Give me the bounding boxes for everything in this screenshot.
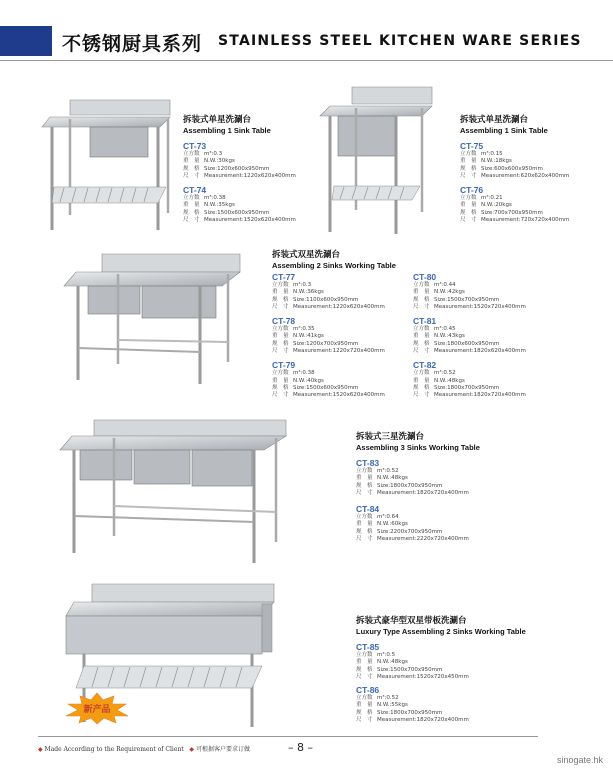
spec-size: Size:1100x600x950mm [293,296,359,303]
spec-item: CT-79 立方数 m³:0.38 重 量 N.W.:40kgs 规 格 Size:1500x600x950mm 尺 寸 Measurement:1520x620x400mm [272,360,385,399]
spec-measurement: Measurement:2220x720x400mm [377,536,469,543]
spec-size: Size:1500x600x950mm [293,384,359,391]
spec-item: CT-83 立方数 m³:0.52 重 量 N.W.:48kgs 规 格 Size:1800x700x950mm 尺 寸 Measurement:1820x720x400mm [356,458,480,497]
spec-weight: N.W.:48kgs [377,475,408,482]
diamond-icon: ◆ [38,746,43,753]
product-title-cn: 拆装式双星洗涮台 [272,250,341,260]
product-image-1-sink-large [40,95,180,235]
spec-measurement: Measurement:1520x720x450mm [377,673,469,680]
spec-measurement: Measurement:620x620x400mm [481,172,570,179]
product-code: CT-77 [272,272,296,282]
product-code: CT-80 [413,272,437,282]
spec-weight: N.W.:43kgs [434,333,465,340]
spec-weight: N.W.:20kgs [481,202,512,209]
footer-made-according-cn: 可根据客户要求订做 [195,746,250,753]
spec-volume: m³:0.52 [434,370,456,377]
product-code: CT-79 [272,360,296,371]
spec-weight: N.W.:18kgs [481,158,512,165]
product-title-cn: 拆装式豪华型双星带板洗涮台 [356,616,467,626]
spec-weight: N.W.:41kgs [293,333,324,340]
spec-volume: m³:0.3 [204,151,223,157]
spec-size: Size:2200x700x950mm [377,528,443,535]
spec-item: CT-76 立方数 m³:0.21 重 量 N.W.:20kgs 规 格 Size:700x700x950mm 尺 寸 Measurement:720x720x400mm [460,185,570,224]
spec-item: CT-81 立方数 m³:0.45 重 量 N.W.:43kgs 规 格 Size:1800x600x950mm 尺 寸 Measurement:1820x620x400mm [413,316,526,355]
spec-volume: m³:0.3 [293,282,312,288]
spec-measurement: Measurement:1820x720x400mm [377,489,469,496]
spec-item: CT-74 立方数 m³:0.38 重 量 N.W.:35kgs 规 格 Size:1500x600x950mm 尺 寸 Measurement:1520x620x400mm [183,185,296,224]
page-header [0,0,613,62]
spec-item: CT-77 立方数 m³:0.3 重 量 N.W.:36kgs 规 格 Size:1100x600x950mm 尺 寸 Measurement:1220x620x400mm [272,272,385,310]
product-image-1-sink-small [312,82,442,237]
spec-weight: N.W.:42kgs [434,289,465,296]
spec-measurement: Measurement:1820x620x400mm [434,348,526,355]
spec-item: CT-73 立方数 m³:0.3 重 量 N.W.:30kgs 规 格 Size:1200x600x950mm 尺 寸 Measurement:1220x620x400mm [183,141,296,179]
spec-volume: m³:0.52 [377,695,399,702]
spec-size: Size:1800x700x950mm [377,709,443,716]
spec-volume: m³:0.38 [293,370,315,377]
product-block-1 [183,115,296,224]
spec-volume: m³:0.15 [481,151,503,157]
product-title-en: Assembling 2 Sinks Working Table [272,261,396,270]
product-code: CT-73 [183,141,207,151]
product-title-cn: 拆装式单星洗涮台 [460,115,529,125]
spec-item: CT-78 立方数 m³:0.35 重 量 N.W.:41kgs 规 格 Size:1200x700x950mm 尺 寸 Measurement:1220x720x400mm [272,316,385,355]
new-product-badge-text: 新产品 [83,705,111,715]
spec-size: Size:1500x600x950mm [204,209,270,216]
spec-size: Size:1500x700x950mm [434,296,500,303]
spec-size: Size:1800x700x950mm [377,482,443,489]
product-title-en: Luxury Type Assembling 2 Sinks Working Table [356,627,526,636]
spec-measurement: Measurement:1820x720x400mm [377,717,469,724]
spec-volume: m³:0.44 [434,282,456,288]
watermark: sinogate.hk [557,755,604,765]
diamond-icon: ◆ [189,746,195,753]
spec-measurement: Measurement:720x720x400mm [481,217,570,224]
new-product-badge [62,692,132,724]
spec-weight: N.W.:36kgs [293,289,324,296]
header-accent-bar [0,26,52,56]
spec-column-right [413,268,526,400]
spec-measurement: Measurement:1820x720x400mm [434,392,526,399]
spec-item: CT-86 立方数 m³:0.52 重 量 N.W.:55kgs 规 格 Size:1800x700x950mm 尺 寸 Measurement:1820x720x400mm [356,685,526,724]
product-code: CT-81 [413,316,437,327]
product-code: CT-84 [356,504,380,515]
spec-measurement: Measurement:1220x620x400mm [293,303,385,310]
spec-measurement: Measurement:1520x620x400mm [204,217,296,224]
spec-weight: N.W.:60kgs [377,521,408,528]
header-title-cn: 不锈钢厨具系列 [62,33,203,55]
spec-measurement: Measurement:1520x620x400mm [293,392,385,399]
spec-measurement: Measurement:1220x720x400mm [293,348,385,355]
spec-measurement: Measurement:1520x720x400mm [434,303,526,310]
spec-volume: m³:0.35 [293,326,315,333]
product-title-en: Assembling 3 Sinks Working Table [356,443,480,452]
product-title-cn: 拆装式三星洗涮台 [356,432,425,442]
footer-note [38,744,250,753]
product-image-3-sinks [58,418,288,568]
product-block-5 [356,616,526,724]
product-block-3 [272,250,572,400]
spec-item: CT-75 立方数 m³:0.15 重 量 N.W.:18kgs 规 格 Size:600x600x950mm 尺 寸 Measurement:620x620x400mm [460,141,570,179]
product-code: CT-74 [183,185,207,196]
spec-size: Size:1800x700x950mm [434,384,500,391]
spec-item: CT-85 立方数 m³:0.5 重 量 N.W.:48kgs 规 格 Size:1500x700x950mm 尺 寸 Measurement:1520x720x450mm [356,642,526,681]
product-code: CT-76 [460,185,484,196]
spec-size: Size:1200x700x950mm [293,340,359,347]
spec-column-left [272,268,385,400]
spec-size: Size:700x700x950mm [481,209,543,216]
spec-item: CT-80 立方数 m³:0.44 重 量 N.W.:42kgs 规 格 Size:1500x700x950mm 尺 寸 Measurement:1520x720x400mm [413,272,526,310]
spec-item: CT-82 立方数 m³:0.52 重 量 N.W.:48kgs 规 格 Size:1800x700x950mm 尺 寸 Measurement:1820x720x400mm [413,360,526,399]
spec-volume: m³:0.21 [481,195,503,202]
product-code: CT-85 [356,642,380,652]
header-title-en: STAINLESS STEEL KITCHEN WARE SERIES [218,33,582,49]
product-code: CT-83 [356,458,380,468]
product-block-4 [356,432,480,543]
spec-volume: m³:0.38 [204,195,226,202]
header-divider [0,60,613,61]
spec-weight: N.W.:48kgs [377,659,408,666]
product-title-en: Assembling 1 Sink Table [183,126,271,135]
spec-size: Size:1200x600x950mm [204,165,270,172]
spec-size: Size:600x600x950mm [481,165,543,172]
spec-weight: N.W.:55kgs [377,702,408,709]
footer-made-according: Made According to the Requirement of Client [44,746,184,753]
product-title-cn: 拆装式单星洗涮台 [183,115,252,125]
footer-divider [38,736,538,737]
page-number: – 8 – [288,741,313,754]
spec-measurement: Measurement:1220x620x400mm [204,172,296,179]
product-block-2 [460,115,569,224]
spec-weight: N.W.:35kgs [204,202,235,209]
spec-weight: N.W.:48kgs [434,377,465,384]
product-code: CT-75 [460,141,484,151]
product-image-2-sinks [62,252,242,387]
product-code: CT-82 [413,360,437,371]
product-code: CT-78 [272,316,296,327]
spec-weight: N.W.:40kgs [293,377,324,384]
product-title-en: Assembling 1 Sink Table [460,126,548,135]
spec-weight: N.W.:30kgs [204,158,235,165]
spec-volume: m³:0.5 [377,652,396,658]
spec-volume: m³:0.45 [434,326,456,333]
spec-size: Size:1500x700x950mm [377,666,443,673]
spec-volume: m³:0.52 [377,468,399,474]
spec-item: CT-84 立方数 m³:0.64 重 量 N.W.:60kgs 规 格 Size:2200x700x950mm 尺 寸 Measurement:2220x720x400mm [356,504,480,543]
spec-volume: m³:0.64 [377,514,399,521]
spec-size: Size:1800x600x950mm [434,340,500,347]
product-code: CT-86 [356,685,380,696]
